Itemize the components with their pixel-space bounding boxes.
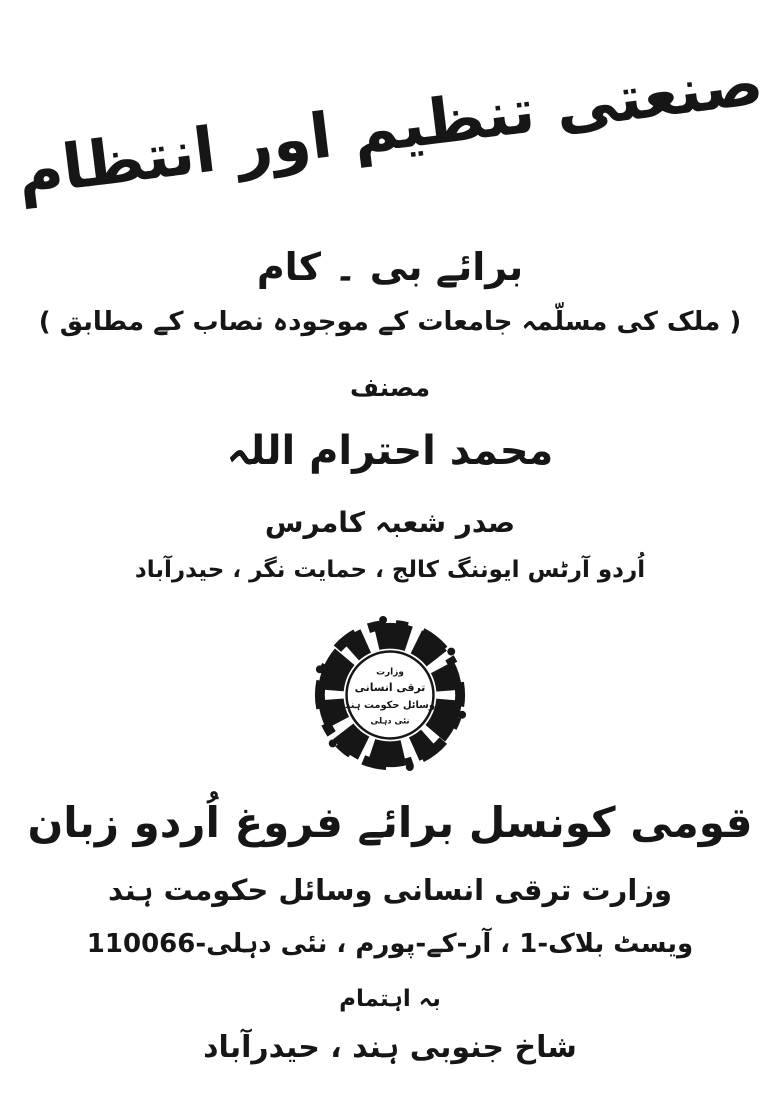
author-label: مصنف [349, 373, 431, 402]
subtitle-for-bcom: برائے بی ۔ کام [256, 245, 524, 289]
syllabus-note: ( ملک کی مسلّمہ جامعات کے موجودہ نصاب کے مطابق ) [38, 307, 742, 337]
publisher-seal [309, 614, 471, 776]
seal-text-line: وزارت [376, 667, 404, 678]
branch-line: شاخ جنوبی ہند ، حیدرآباد [203, 1030, 577, 1065]
author-affiliation: اُردو آرٹس ایوننگ کالج ، حمایت نگر ، حیدرآباد [134, 557, 646, 583]
arranged-by-label: بہ اہتمام [339, 986, 441, 1012]
publisher-name: قومی کونسل برائے فروغ اُردو زبان [27, 798, 753, 847]
seal-text-line: ترقی انسانی [354, 681, 426, 695]
seal-text-line: وسائل حکومت ہند [345, 699, 435, 711]
ministry-line: وزارت ترقی انسانی وسائل حکومت ہند [107, 873, 673, 907]
author-designation: صدر شعبہ کامرس [264, 506, 516, 539]
author-name: محمد احترام اللہ [226, 428, 554, 474]
publisher-address: ویسٹ بلاک-1 ، آر-کے-پورم ، نئی دہلی-110066 [86, 929, 694, 959]
book-title: صنعتی تنظیم اور انتظام [13, 45, 767, 210]
seal-text-line: نئی دہلی [370, 715, 410, 726]
ncpul-seal-icon [309, 614, 471, 776]
